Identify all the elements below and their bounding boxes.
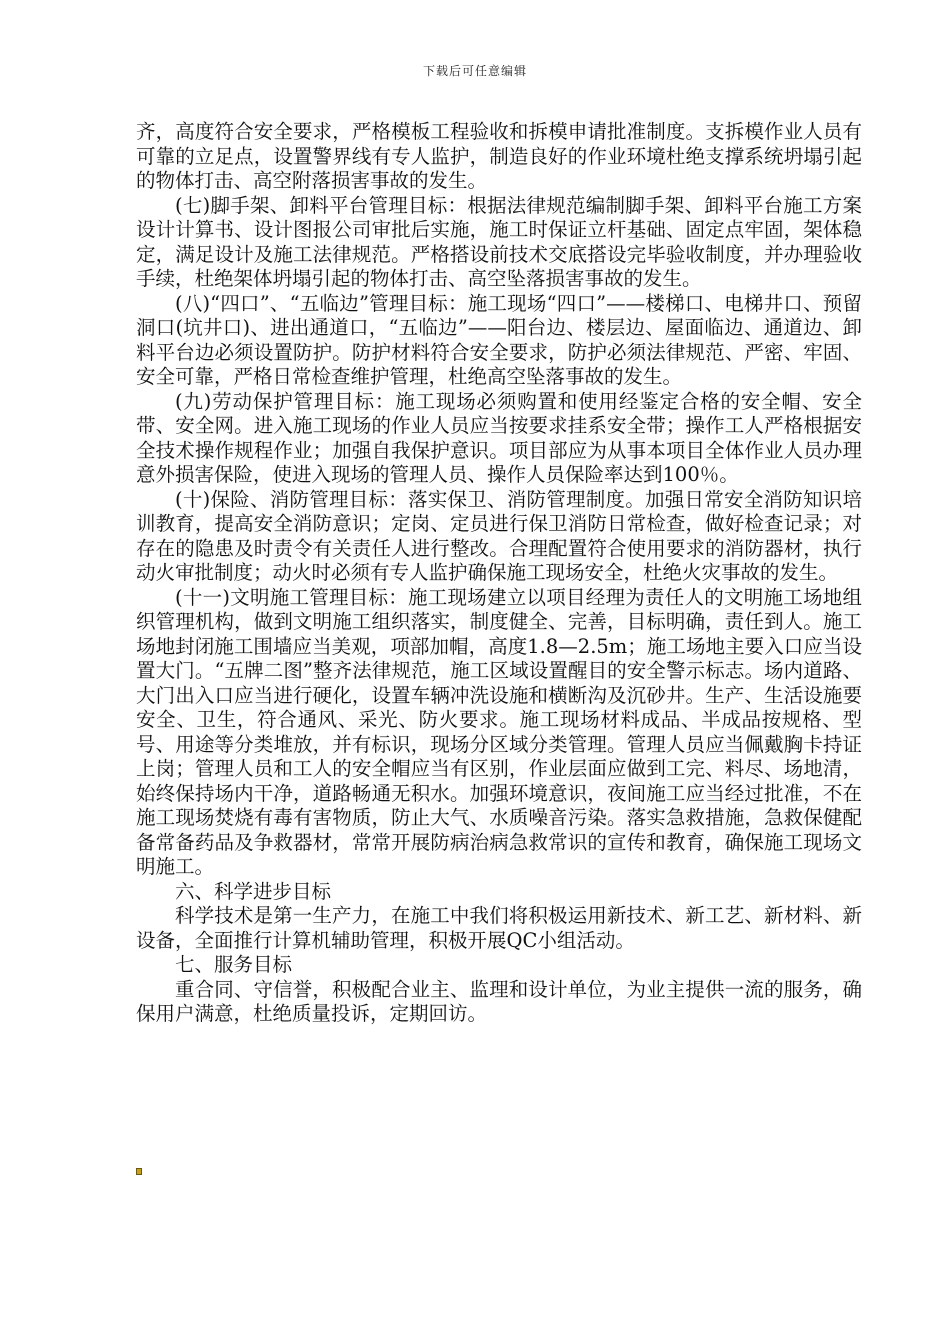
anchor-marker-icon [136, 1168, 142, 1175]
paragraph-formwork-continued: 齐，高度符合安全要求，严格模板工程验收和拆模申请批准制度。支拆模作业人员有可靠的立足点，设置警界线有专人监护，制造良好的作业环境杜绝支撑系统坍塌引起的物体打击、高空附落损害事故的发生。 [136, 120, 862, 192]
page-header-note: 下载后可任意编辑 [422, 64, 527, 78]
paragraph-insurance-fire-target: (十)保险、消防管理目标：落实保卫、消防管理制度。加强日常安全消防知识培训教育，提高安全消防意识；定岗、定员进行保卫消防日常检查，做好检查记录；对存在的隐患及时责令有关责任人进行整改。合理配置符合使用要求的消防器材，执行动火审批制度；动火时必须有专人监护确保施工现场安全，杜绝火灾事故的发生。 [136, 487, 862, 584]
paragraph-service: 重合同、守信誉，积极配合业主、监理和设计单位，为业主提供一流的服务，确保用户满意，杜绝质量投诉，定期回访。 [136, 977, 862, 1025]
paragraph-labor-protection-target: (九)劳动保护管理目标：施工现场必须购置和使用经鉴定合格的安全帽、安全带、安全网。进入施工现场的作业人员应当按要求挂系安全带；操作工人严格根据安全技术操作规程作业；加强自我保护意识。项目部应为从事本项目全体作业人员办理意外损害保险，使进入现场的管理人员、操作人员保险率达到100％。 [136, 389, 862, 486]
paragraph-civilized-construction-target: (十一)文明施工管理目标：施工现场建立以项目经理为责任人的文明施工场地组织管理机构，做到文明施工组织落实，制度健全、完善，目标明确，责任到人。施工场地封闭施工围墙应当美观，项部加帽，高度1.8—2.5m；施工场地主要入口应当设置大门。“五牌二图”整齐法律规范，施工区域设置醒目的安全警示标志。场内道路、大门出入口应当进行硬化，设置车辆冲洗设施和横断沟及沉砂井。生产、生活设施要安全、卫生，符合通风、采光、防火要求。施工现场材料成品、半成品按规格、型号、用途等分类堆放，并有标识，现场分区域分类管理。管理人员应当佩戴胸卡持证上岗；管理人员和工人的安全帽应当有区别，作业层面应做到工完、料尽、场地清，始终保持场内干净，道路畅通无积水。加强环境意识，夜间施工应当经过批准，不在施工现场焚烧有毒有害物质，防止大气、水质噪音污染。落实急救措施，急救保健配备常备药品及争救器材，常常开展防病治病急救常识的宣传和教育，确保施工现场文明施工。 [136, 585, 862, 878]
section-heading-science-progress: 六、科学进步目标 [175, 879, 332, 903]
section-heading-service: 七、服务目标 [175, 953, 293, 976]
paragraph-openings-edges-target: (八)“四口”、“五临边”管理目标：施工现场“四口”——楼梯口、电梯井口、预留洞口(坑井口)、进出通道口，“五临边”——阳台边、楼层边、屋面临边、通道边、卸料平台边必须设置防护。防护材料符合安全要求，防护必须法律规范、严密、牢固、安全可靠，严格日常检查维护管理，杜绝高空坠落事故的发生。 [136, 291, 862, 388]
paragraph-scaffolding-target: (七)脚手架、卸料平台管理目标：根据法律规范编制脚手架、卸料平台施工方案设计计算书、设计图报公司审批后实施，施工时保证立杆基础、固定点牢固，架体稳定，满足设计及施工法律规范。严格搭设前技术交底搭设完毕验收制度，并办理验收手续，杜绝架体坍塌引起的物体打击、高空坠落损害事故的发生。 [136, 193, 862, 290]
paragraph-science-progress: 科学技术是第一生产力，在施工中我们将积极运用新技术、新工艺、新材料、新设备，全面推行计算机辅助管理，积极开展QC小组活动。 [136, 904, 862, 952]
document-body [136, 120, 862, 1027]
